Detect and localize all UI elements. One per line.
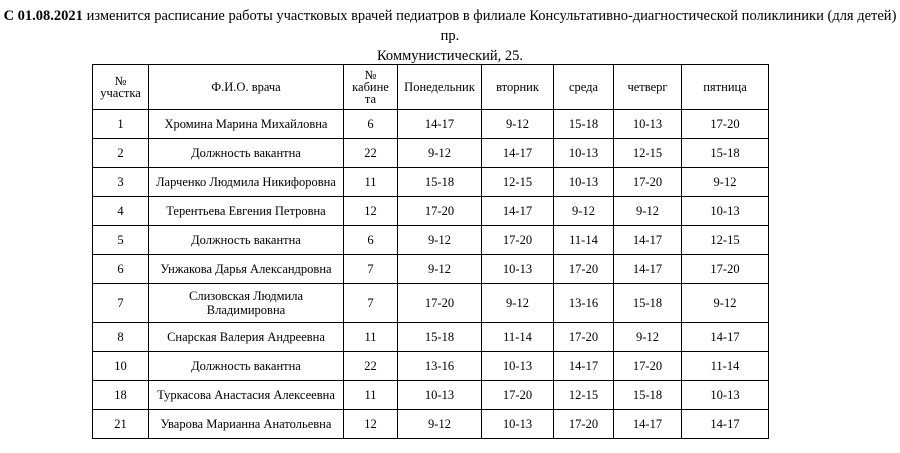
monday-cell: 15-18 xyxy=(398,323,482,352)
col-cabinet-header: № кабине та xyxy=(344,65,398,110)
doctor-cell: Уварова Марианна Анатольевна xyxy=(149,410,344,439)
cabinet-cell: 7 xyxy=(344,284,398,323)
monday-cell: 17-20 xyxy=(398,284,482,323)
monday-cell: 9-12 xyxy=(398,139,482,168)
cabinet-cell: 7 xyxy=(344,255,398,284)
monday-cell: 9-12 xyxy=(398,410,482,439)
tuesday-cell: 10-13 xyxy=(482,352,554,381)
col-monday-header: Понедельник xyxy=(398,65,482,110)
monday-cell: 10-13 xyxy=(398,381,482,410)
doctor-cell: Унжакова Дарья Александровна xyxy=(149,255,344,284)
cabinet-cell: 12 xyxy=(344,197,398,226)
header-date: С 01.08.2021 xyxy=(3,8,83,24)
friday-cell: 15-18 xyxy=(682,139,769,168)
cabinet-cell: 11 xyxy=(344,381,398,410)
thursday-cell: 9-12 xyxy=(614,323,682,352)
district-cell: 21 xyxy=(93,410,149,439)
doctor-cell: Снарская Валерия Андреевна xyxy=(149,323,344,352)
cabinet-cell: 6 xyxy=(344,226,398,255)
doctor-cell: Ларченко Людмила Никифоровна xyxy=(149,168,344,197)
friday-cell: 17-20 xyxy=(682,110,769,139)
table-row xyxy=(93,323,769,352)
thursday-cell: 17-20 xyxy=(614,352,682,381)
friday-cell: 9-12 xyxy=(682,168,769,197)
thursday-cell: 10-13 xyxy=(614,110,682,139)
tuesday-cell: 14-17 xyxy=(482,197,554,226)
thursday-cell: 17-20 xyxy=(614,168,682,197)
table-row xyxy=(93,381,769,410)
thursday-cell: 14-17 xyxy=(614,410,682,439)
wednesday-cell: 17-20 xyxy=(554,323,614,352)
header-line-2: Коммунистический, 25. xyxy=(376,48,524,64)
friday-cell: 12-15 xyxy=(682,226,769,255)
district-cell: 4 xyxy=(93,197,149,226)
monday-cell: 17-20 xyxy=(398,197,482,226)
wednesday-cell: 17-20 xyxy=(554,255,614,284)
doctor-cell: Туркасова Анастасия Алексеевна xyxy=(149,381,344,410)
table-row xyxy=(93,352,769,381)
wednesday-cell: 14-17 xyxy=(554,352,614,381)
wednesday-cell: 15-18 xyxy=(554,110,614,139)
table-row xyxy=(93,139,769,168)
tuesday-cell: 10-13 xyxy=(482,410,554,439)
district-cell: 10 xyxy=(93,352,149,381)
district-cell: 7 xyxy=(93,284,149,323)
doctor-cell: Должность вакантна xyxy=(149,226,344,255)
doctor-cell: Должность вакантна xyxy=(149,352,344,381)
col-district-header: № участка xyxy=(93,65,149,110)
wednesday-cell: 10-13 xyxy=(554,139,614,168)
col-doctor-header: Ф.И.О. врача xyxy=(149,65,344,110)
tuesday-cell: 12-15 xyxy=(482,168,554,197)
document-header xyxy=(0,6,900,66)
wednesday-cell: 12-15 xyxy=(554,381,614,410)
district-cell: 1 xyxy=(93,110,149,139)
table-row xyxy=(93,110,769,139)
cabinet-cell: 11 xyxy=(344,168,398,197)
district-cell: 2 xyxy=(93,139,149,168)
cabinet-cell: 22 xyxy=(344,139,398,168)
thursday-cell: 14-17 xyxy=(614,255,682,284)
header-row xyxy=(93,65,769,110)
tuesday-cell: 9-12 xyxy=(482,110,554,139)
tuesday-cell: 14-17 xyxy=(482,139,554,168)
monday-cell: 9-12 xyxy=(398,226,482,255)
monday-cell: 15-18 xyxy=(398,168,482,197)
district-cell: 5 xyxy=(93,226,149,255)
doctor-cell: Терентьева Евгения Петровна xyxy=(149,197,344,226)
friday-cell: 10-13 xyxy=(682,381,769,410)
tuesday-cell: 17-20 xyxy=(482,381,554,410)
district-cell: 3 xyxy=(93,168,149,197)
friday-cell: 14-17 xyxy=(682,410,769,439)
wednesday-cell: 13-16 xyxy=(554,284,614,323)
monday-cell: 9-12 xyxy=(398,255,482,284)
wednesday-cell: 17-20 xyxy=(554,410,614,439)
thursday-cell: 12-15 xyxy=(614,139,682,168)
header-line-1 xyxy=(0,6,900,46)
cabinet-cell: 11 xyxy=(344,323,398,352)
monday-cell: 14-17 xyxy=(398,110,482,139)
monday-cell: 13-16 xyxy=(398,352,482,381)
col-thursday-header: четверг xyxy=(614,65,682,110)
wednesday-cell: 9-12 xyxy=(554,197,614,226)
tuesday-cell: 17-20 xyxy=(482,226,554,255)
wednesday-cell: 10-13 xyxy=(554,168,614,197)
header-text: изменится расписание работы участковых врачей педиатров в филиале Консультативно-диагностической поликлиники (для детей) пр. xyxy=(82,8,897,44)
doctor-cell: Должность вакантна xyxy=(149,139,344,168)
col-wednesday-header: среда xyxy=(554,65,614,110)
friday-cell: 14-17 xyxy=(682,323,769,352)
thursday-cell: 15-18 xyxy=(614,381,682,410)
thursday-cell: 9-12 xyxy=(614,197,682,226)
cabinet-cell: 12 xyxy=(344,410,398,439)
thursday-cell: 15-18 xyxy=(614,284,682,323)
table-row xyxy=(93,197,769,226)
doctor-cell: Слизовская Людмила Владимировна xyxy=(149,284,344,323)
wednesday-cell: 11-14 xyxy=(554,226,614,255)
tuesday-cell: 11-14 xyxy=(482,323,554,352)
district-cell: 18 xyxy=(93,381,149,410)
friday-cell: 10-13 xyxy=(682,197,769,226)
tuesday-cell: 9-12 xyxy=(482,284,554,323)
table-row xyxy=(93,226,769,255)
table-row xyxy=(93,410,769,439)
table-row xyxy=(93,284,769,323)
cabinet-cell: 22 xyxy=(344,352,398,381)
doctor-cell: Хромина Марина Михайловна xyxy=(149,110,344,139)
cabinet-cell: 6 xyxy=(344,110,398,139)
schedule-table xyxy=(92,64,769,439)
col-friday-header: пятница xyxy=(682,65,769,110)
table-row xyxy=(93,255,769,284)
thursday-cell: 14-17 xyxy=(614,226,682,255)
table-row xyxy=(93,168,769,197)
friday-cell: 11-14 xyxy=(682,352,769,381)
tuesday-cell: 10-13 xyxy=(482,255,554,284)
friday-cell: 17-20 xyxy=(682,255,769,284)
friday-cell: 9-12 xyxy=(682,284,769,323)
district-cell: 6 xyxy=(93,255,149,284)
district-cell: 8 xyxy=(93,323,149,352)
col-tuesday-header: вторник xyxy=(482,65,554,110)
